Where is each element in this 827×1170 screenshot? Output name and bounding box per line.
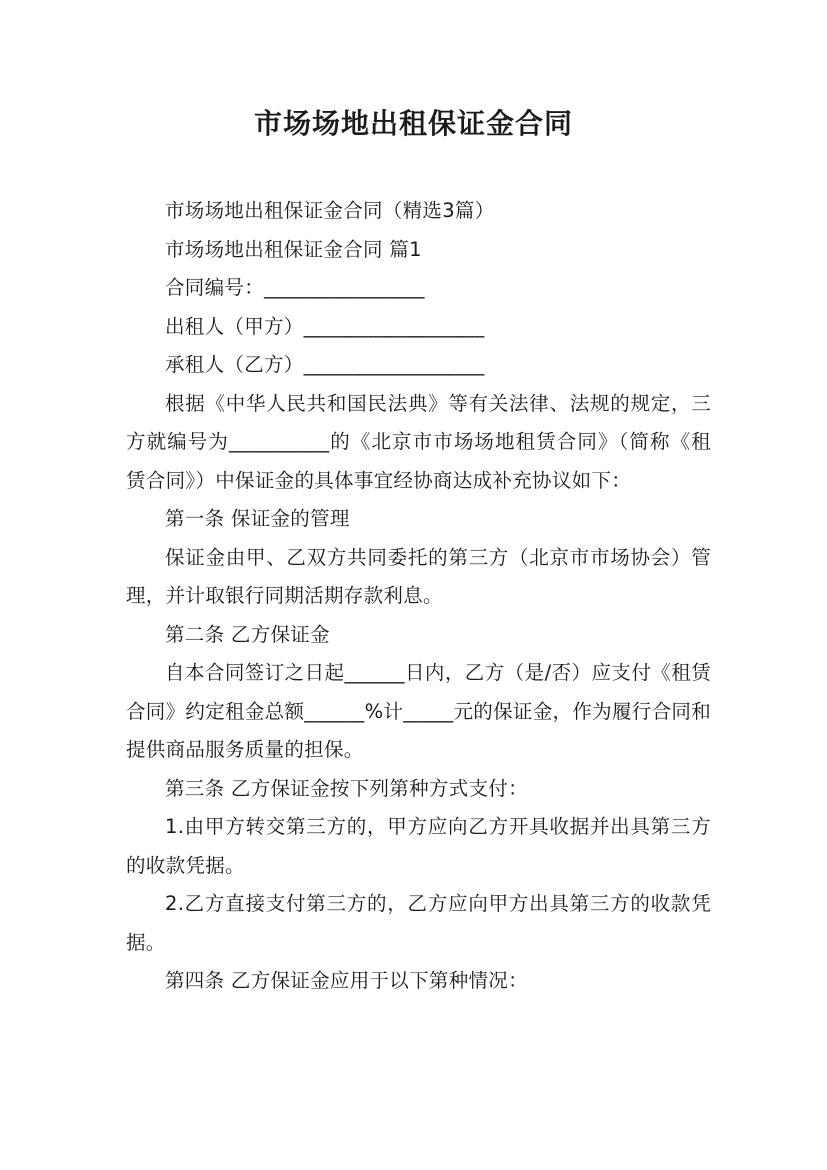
paragraph: 出租人（甲方）__________________ [165, 314, 485, 338]
document-title: 市场场地出租保证金合同 [253, 107, 573, 140]
list-item: 2.乙方直接支付第三方的，乙方应向甲方出具第三方的收款凭据。 [126, 892, 711, 954]
paragraph: 市场场地出租保证金合同 篇1 [165, 237, 422, 261]
paragraph: 自本合同签订之日起______日内，乙方（是/否）应支付《租赁合同》约定租金总额______%计_____元的保证金，作为履行合同和提供商品服务质量的担保。 [126, 661, 711, 761]
paragraph: 保证金由甲、乙双方共同委托的第三方（北京市市场协会）管理，并计取银行同期活期存款利息。 [126, 545, 711, 607]
section-heading: 第二条 乙方保证金 [165, 622, 330, 646]
document-body [126, 192, 711, 1001]
paragraph: 市场场地出租保证金合同（精选3篇） [165, 199, 495, 222]
paragraph: 承租人（乙方）__________________ [165, 353, 485, 376]
paragraph: 合同编号：________________ [165, 276, 425, 299]
section-heading: 第一条 保证金的管理 [165, 507, 350, 530]
paragraph: 根据《中华人民共和国民法典》等有关法律、法规的规定，三方就编号为__________的《北京市市场场地租赁合同》（简称《租赁合同》）中保证金的具体事宜经协商达成补充协议如下： [126, 391, 711, 492]
section-heading: 第四条 乙方保证金应用于以下第种情况： [165, 969, 528, 992]
section-heading: 第三条 乙方保证金按下列第种方式支付： [165, 776, 528, 800]
list-item: 1.由甲方转交第三方的，甲方应向乙方开具收据并出具第三方的收款凭据。 [126, 815, 711, 877]
